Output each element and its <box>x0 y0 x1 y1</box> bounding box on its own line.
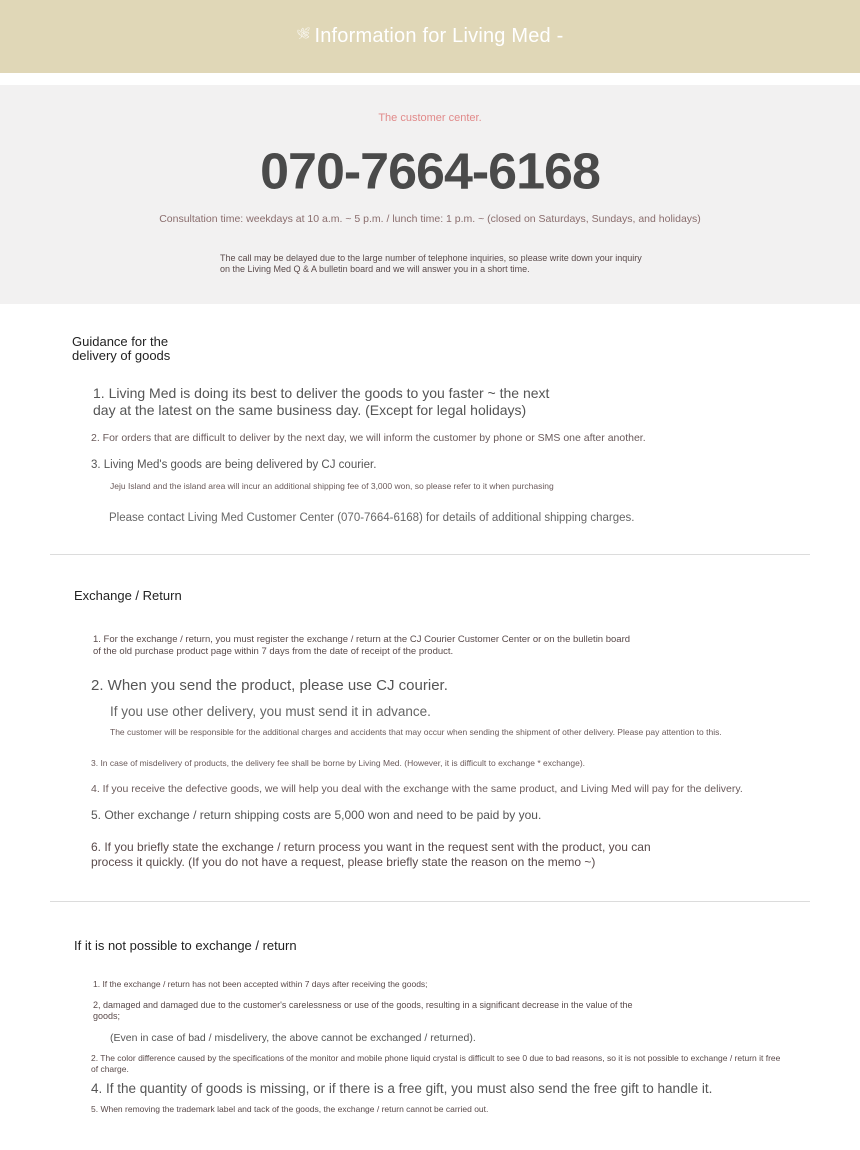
not-possible-item-3: 2. The color difference caused by the specifications of the monitor and mobile phone liquid crystal is difficult to see 0 due to bad reasons, so it is not possible to exchange / return it free of charge. <box>91 1053 781 1074</box>
divider <box>50 901 810 902</box>
not-possible-item-1: 1. If the exchange / return has not been accepted within 7 days after receiving the goods; <box>93 979 428 989</box>
consultation-hours: Consultation time: weekdays at 10 a.m. ~ 5 p.m. / lunch time: 1 p.m. ~ (closed on Saturdays, Sundays, and holidays) <box>159 213 701 225</box>
exchange-item-3: 3. In case of misdelivery of products, the delivery fee shall be borne by Living Med. (However, it is difficult to exchange * exchange). <box>91 758 586 768</box>
not-possible-section-title: If it is not possible to exchange / return <box>74 938 297 953</box>
delivery-item-1: 1. Living Med is doing its best to deliver the goods to you faster ~ the next day at the latest on the same business day. (Except for legal holidays) <box>93 385 550 418</box>
exchange-item-1: 1. For the exchange / return, you must register the exchange / return at the CJ Courier Customer Center or on the bulletin board of the old purchase product page within 7 days from the date of receipt of the product. <box>93 634 631 657</box>
customer-center-label: The customer center. <box>378 112 482 124</box>
exchange-item-5: 5. Other exchange / return shipping costs are 5,000 won and need to be paid by you. <box>91 808 542 822</box>
delivery-item-2: 2. For orders that are difficult to deliver by the next day, we will inform the customer by phone or SMS one after another. <box>91 432 646 444</box>
delivery-section-title: Guidance for the delivery of goods <box>72 334 171 363</box>
delivery-note-contact: Please contact Living Med Customer Center (070-7664-6168) for details of additional shipping charges. <box>109 512 635 524</box>
exchange-section-title: Exchange / Return <box>74 588 182 603</box>
not-possible-note-misdelivery: (Even in case of bad / misdelivery, the above cannot be exchanged / returned). <box>110 1032 476 1044</box>
divider <box>50 554 810 555</box>
call-delay-notice: The call may be delayed due to the large number of telephone inquiries, so please write down your inquiry on the Living Med Q & A bulletin board and we will answer you in a short time. <box>220 253 642 274</box>
not-possible-item-5: 5. When removing the trademark label and tack of the goods, the exchange / return cannot be carried out. <box>91 1104 489 1114</box>
customer-center-section <box>0 85 860 304</box>
delivery-note-island: Jeju Island and the island area will incur an additional shipping fee of 3,000 won, so please refer to it when purchasing <box>110 481 554 491</box>
header-banner <box>0 0 860 73</box>
not-possible-item-4: 4. If the quantity of goods is missing, or if there is a free gift, you must also send the free gift to handle it. <box>91 1081 713 1096</box>
exchange-note-charges: The customer will be responsible for the additional charges and accidents that may occur when sending the shipment of other delivery. Please pay attention to this. <box>110 727 722 737</box>
not-possible-item-2: 2, damaged and damaged due to the customer's carelessness or use of the goods, resulting in a significant decrease in the value of the goods; <box>93 1000 633 1021</box>
banner-title: Information for Living Med - <box>314 25 564 47</box>
customer-center-phone: 070-7664-6168 <box>260 143 600 201</box>
exchange-item-6: 6. If you briefly state the exchange / return process you want in the request sent with the product, you can process it quickly. (If you do not have a request, please briefly state the reason on the memo ~) <box>91 840 651 869</box>
leaf-icon: 🌿︎ <box>296 28 311 40</box>
exchange-note-advance: If you use other delivery, you must send it in advance. <box>110 704 431 719</box>
delivery-item-3: 3. Living Med's goods are being delivered by CJ courier. <box>91 459 377 471</box>
exchange-item-4: 4. If you receive the defective goods, we will help you deal with the exchange with the same product, and Living Med will pay for the delivery. <box>91 783 743 795</box>
exchange-item-2: 2. When you send the product, please use CJ courier. <box>91 677 448 694</box>
